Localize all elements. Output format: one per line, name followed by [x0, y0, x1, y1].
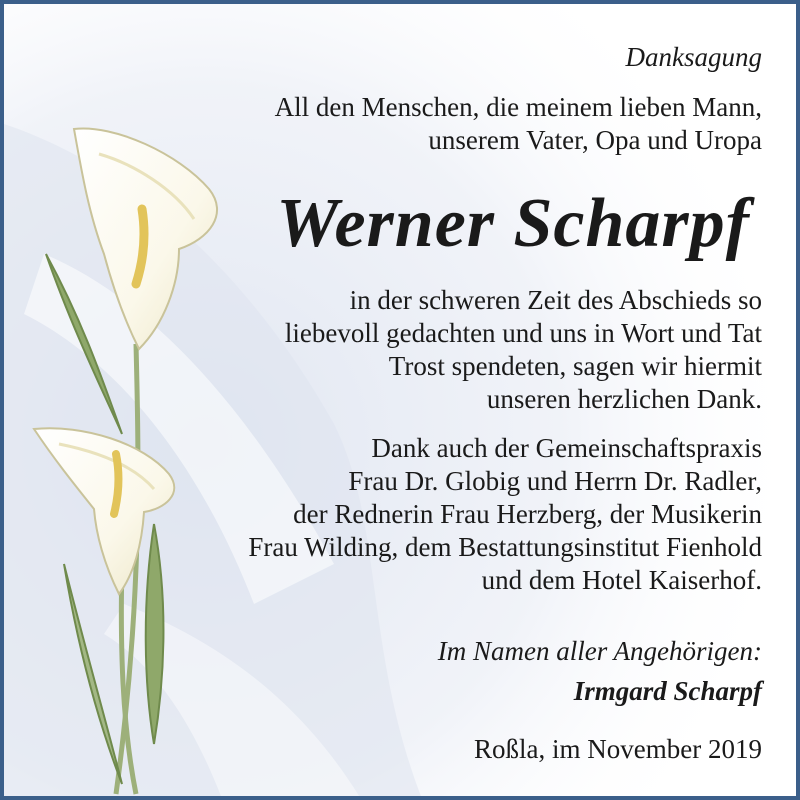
lower-spadix: [114, 454, 118, 514]
deceased-name: Werner Scharpf: [276, 185, 750, 262]
body-line: unseren herzlichen Dank.: [486, 384, 762, 414]
intro-line: All den Menschen, die meinem lieben Mann,: [274, 92, 762, 122]
thanks-line: der Rednerin Frau Herzberg, der Musikerin: [293, 499, 762, 529]
intro-line: unserem Vater, Opa und Uropa: [428, 125, 762, 155]
body-line: liebevoll gedachten und uns in Wort und Tat: [284, 318, 762, 348]
place-date: Roßla, im November 2019: [474, 734, 762, 764]
heading-danksagung: Danksagung: [625, 42, 762, 72]
body-text: [285, 284, 762, 416]
signer-name: Irmgard Scharpf: [573, 676, 762, 706]
thanks-line: Frau Dr. Globig und Herrn Dr. Radler,: [348, 466, 762, 496]
closing-line: Im Namen aller Angehörigen:: [437, 636, 762, 666]
intro-text: [275, 91, 762, 157]
thanks-text: [248, 432, 762, 597]
body-line: in der schweren Zeit des Abschieds so: [349, 285, 762, 315]
thanks-line: Frau Wilding, dem Bestattungsinstitut Fienhold: [248, 532, 762, 562]
thanks-line: und dem Hotel Kaiserhof.: [481, 565, 762, 595]
body-line: Trost spendeten, sagen wir hiermit: [388, 351, 762, 381]
thanks-line: Dank auch der Gemeinschaftspraxis: [371, 433, 762, 463]
